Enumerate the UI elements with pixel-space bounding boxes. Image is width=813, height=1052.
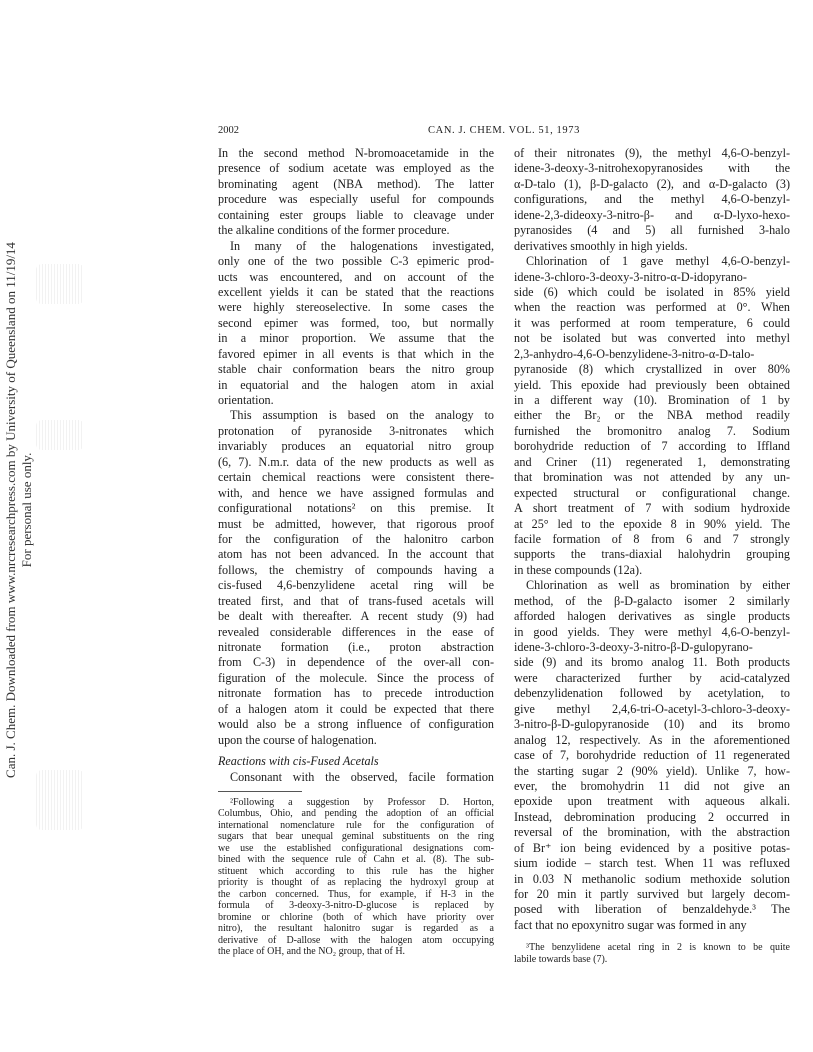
text-line: not be isolated but was converted into methyl bbox=[514, 331, 790, 346]
text-line: yield. This epoxide had previously been obtained bbox=[514, 377, 790, 392]
text-line: Instead, debromination producing 2 occurred in bbox=[514, 809, 790, 824]
scan-smudge bbox=[36, 420, 84, 450]
text-line: certain chemical reactions were consistent there- bbox=[218, 470, 494, 485]
page-number: 2002 bbox=[218, 125, 239, 136]
download-watermark bbox=[0, 180, 32, 840]
text-line: expected structural or configurational change. bbox=[514, 485, 790, 500]
text-line: pyranosides (4 and 5) all furnished 3-halo bbox=[514, 223, 790, 238]
running-head: CAN. J. CHEM. VOL. 51, 1973 bbox=[428, 125, 580, 136]
footnote-line: bined with the sequence rule of Cahn et al. (8). The sub- bbox=[218, 854, 494, 866]
text-line: excellent yields it can be stated that the reactions bbox=[218, 284, 494, 299]
footnote-line: priority is thought of as replacing the hydroxyl group at bbox=[218, 877, 494, 889]
footnote-line: derivative of D-allose with the halogen atom occupying bbox=[218, 934, 494, 946]
text-line: upon the course of halogenation. bbox=[218, 732, 377, 747]
text-line: were highly stereoselective. In some cases the bbox=[218, 300, 494, 315]
text-line: at 25° led to the epoxide 8 in 90% yield. The bbox=[514, 516, 790, 531]
text-line: (6, 7). N.m.r. data of the new products as well as bbox=[218, 454, 494, 469]
left-column bbox=[218, 146, 494, 958]
text-line: in a different way (10). Bromination of 1 by bbox=[514, 393, 790, 407]
text-line: for the configuration of the halonitro carbon bbox=[218, 531, 494, 546]
text-line: borohydride reduction of 7 according to Iffland bbox=[514, 439, 790, 454]
text-line: A short treatment of 7 with sodium hydroxide bbox=[514, 501, 790, 516]
text-line: idene-3-chloro-3-deoxy-3-nitro-α-D-idopyrano- bbox=[514, 269, 747, 284]
text-line: afforded halogen derivatives as single products bbox=[514, 609, 790, 624]
text-line: presence of sodium acetate was employed as the bbox=[218, 161, 494, 176]
text-line: protonation of pyranoside 3-nitronates which bbox=[218, 423, 494, 438]
text-line: would also be a strong influence of configuration bbox=[218, 717, 494, 732]
text-line: the alkaline conditions of the former procedure. bbox=[218, 223, 450, 238]
footnote-line: ²Following a suggestion by Professor D. Horton, bbox=[230, 796, 494, 808]
text-line: 2,3-anhydro-4,6-O-benzylidene-3-nitro-α-D-talo- bbox=[514, 346, 755, 361]
footnote-line: nitro), the resultant halonitro sugar is regarded as a bbox=[218, 923, 494, 935]
footnote-rule bbox=[218, 791, 302, 792]
text-line: ucts was encountered, and on account of the bbox=[218, 269, 494, 284]
text-line: sium iodide – starch test. When 11 was refluxed bbox=[514, 856, 790, 871]
watermark-line-source: Can. J. Chem. Downloaded from www.nrcresearchpress.com by University of Queensland on 11/19/14 bbox=[3, 242, 18, 778]
footnote-line: bromine or chlorine (both of which have priority over bbox=[218, 911, 494, 923]
text-line: it was performed at room temperature, 6 could bbox=[514, 315, 790, 330]
text-line: either the Br₂ or the NBA method readily bbox=[514, 408, 790, 423]
text-line: analog 12, respectively. As in the aforementioned bbox=[514, 732, 790, 747]
text-line: side (6) which could be isolated in 85% yield bbox=[514, 284, 790, 299]
footnote-line: the carbon concerned. Thus, for example, if H-3 in the bbox=[218, 888, 494, 900]
text-line: with, and hence we have assigned formulas and bbox=[218, 485, 494, 500]
text-line: procedure was especially useful for compounds bbox=[218, 192, 494, 207]
text-line: configurational notations² on this premise. It bbox=[218, 501, 494, 516]
text-line: brominating agent (NBA method). The latter bbox=[218, 176, 494, 191]
footnote-3 bbox=[514, 942, 790, 965]
section-heading: Reactions with cis-Fused Acetals bbox=[218, 754, 379, 769]
text-line: α-D-talo (1), β-D-galacto (2), and α-D-galacto (3) bbox=[514, 176, 790, 191]
text-line: for 20 min it partly survived but largely decom- bbox=[514, 887, 790, 901]
text-line: method, of the β-D-galacto isomer 2 similarly bbox=[514, 593, 790, 608]
footnote-line: international nomenclature rule for the configuration of bbox=[218, 819, 494, 831]
text-line: second epimer was formed, too, but normally bbox=[218, 315, 494, 330]
text-line: furnished the bromonitro analog 7. Sodium bbox=[514, 423, 790, 438]
text-line: epoxide upon treatment with aqueous alkali. bbox=[514, 794, 790, 809]
text-line: only one of the two possible C-3 epimeric prod- bbox=[218, 254, 494, 269]
footnote-line: formula of 3-deoxy-3-nitro-D-glucose is replaced by bbox=[218, 900, 494, 912]
text-line: In many of the halogenations investigated, bbox=[230, 238, 494, 253]
text-line: atom has not been advanced. In the account that bbox=[218, 547, 494, 562]
text-line: nitronate formation has to precede introduction bbox=[218, 686, 494, 701]
text-line: In the second method N-bromoacetamide in the bbox=[218, 146, 494, 160]
text-line: when the reaction was performed at 0°. When bbox=[514, 300, 790, 315]
text-line: that bromination was not attended by any un- bbox=[514, 470, 790, 485]
footnote-line: stituent which according to this rule has the higher bbox=[218, 865, 494, 877]
section-first-line: Consonant with the observed, facile formation bbox=[230, 769, 494, 784]
text-line: in equatorial and the halogen atom in axial bbox=[218, 377, 494, 392]
text-line: favored epimer in all events is that which in the bbox=[218, 346, 494, 361]
footnote-line: the place of OH, and the NO₂ group, that of H. bbox=[218, 946, 406, 958]
text-line: debenzylidenation followed by acetylation, to bbox=[514, 686, 790, 701]
text-line: invariably produces an equatorial nitro group bbox=[218, 439, 494, 454]
text-line: were characterized further by acid-catalyzed bbox=[514, 670, 790, 685]
text-line: idene-2,3-dideoxy-3-nitro-β- and α-D-lyxo-hexo- bbox=[514, 207, 790, 222]
footnote-line: we use the established configurational designations com- bbox=[218, 842, 494, 854]
page-header bbox=[218, 124, 790, 138]
text-line: reversal of the bromination, with the abstraction bbox=[514, 825, 790, 840]
text-line: and Criner (11) regenerated 1, demonstrating bbox=[514, 454, 790, 469]
text-line: be dealt with thereafter. A recent study (9) had bbox=[218, 609, 494, 624]
watermark-line-usage: For personal use only. bbox=[19, 452, 34, 568]
text-line: supports the trans-diaxial halohydrin grouping bbox=[514, 547, 790, 562]
text-line: case of 7, borohydride reduction of 11 regenerated bbox=[514, 748, 790, 763]
text-line: stable chair conformation bears the nitro group bbox=[218, 362, 494, 377]
text-line: the starting sugar 2 (90% yield). Unlike 7, how- bbox=[514, 763, 790, 778]
text-line: fact that no epoxynitro sugar was formed in any bbox=[514, 917, 747, 932]
text-line: of Br⁺ ion being evidenced by a positive potas- bbox=[514, 840, 790, 855]
text-line: must be admitted, however, that rigorous proof bbox=[218, 516, 494, 531]
right-body-text bbox=[514, 146, 790, 933]
text-line: Chlorination as well as bromination by either bbox=[526, 578, 790, 593]
text-line: side (9) and its bromo analog 11. Both products bbox=[514, 655, 790, 670]
text-line: figuration of the molecule. Since the process of bbox=[218, 670, 494, 685]
text-line: in a minor proportion. We assume that the bbox=[218, 331, 494, 346]
text-line: derivatives smoothly in high yields. bbox=[514, 238, 688, 253]
scan-smudge bbox=[36, 770, 84, 830]
right-column bbox=[514, 146, 790, 965]
text-line: 3-nitro-β-D-gulopyranoside (10) and its bromo bbox=[514, 717, 790, 732]
text-line: in these compounds (12a). bbox=[514, 562, 643, 577]
text-line: Chlorination of 1 gave methyl 4,6-O-benzyl- bbox=[526, 254, 790, 269]
scan-smudge bbox=[36, 264, 84, 304]
text-line: idene-3-deoxy-3-nitrohexopyranosides with the bbox=[514, 161, 790, 176]
footnote-line: Columbus, Ohio, and pending the adoption of an official bbox=[218, 808, 494, 820]
text-line: nitronate formation (i.e., proton abstraction bbox=[218, 640, 494, 654]
footnote-2 bbox=[218, 797, 494, 958]
text-line: in 0.03 N methanolic sodium methoxide solution bbox=[514, 871, 790, 886]
left-body-text bbox=[218, 146, 494, 748]
text-line: revealed considerable differences in the ease of bbox=[218, 624, 494, 639]
text-line: idene-3-chloro-3-deoxy-3-nitro-β-D-gulopyrano- bbox=[514, 640, 753, 654]
footnote-line: ³The benzylidene acetal ring in 2 is known to be quite bbox=[526, 942, 790, 954]
text-line: from C-3) in dependence of the over-all con- bbox=[218, 655, 494, 670]
text-line: of a halogen atom it could be expected that there bbox=[218, 701, 494, 716]
text-line: give methyl 2,4,6-tri-O-acetyl-3-chloro-3-deoxy- bbox=[514, 701, 790, 716]
text-line: treated first, and that of trans-fused acetals will bbox=[218, 593, 494, 608]
text-line: in good yields. They were methyl 4,6-O-benzyl- bbox=[514, 624, 790, 639]
text-line: configurations, and the methyl 4,6-O-benzyl- bbox=[514, 192, 790, 207]
text-line: pyranoside (8) which crystallized in over 80% bbox=[514, 362, 790, 377]
text-line: cis-fused 4,6-benzylidene acetal ring will be bbox=[218, 578, 494, 593]
text-line: of their nitronates (9), the methyl 4,6-O-benzyl- bbox=[514, 146, 790, 160]
text-line: containing ester groups liable to cleavage under bbox=[218, 207, 494, 222]
footnote-line: sugars that bear unequal geminal substituents on the ring bbox=[218, 831, 494, 843]
text-line: posed with liberation of benzaldehyde.³ The bbox=[514, 902, 790, 917]
text-line: orientation. bbox=[218, 393, 274, 407]
text-line: follows, the chemistry of compounds having a bbox=[218, 562, 494, 577]
text-line: This assumption is based on the analogy to bbox=[230, 408, 494, 423]
text-line: facile formation of 8 from 6 and 7 strongly bbox=[514, 531, 790, 546]
footnote-line: labile towards base (7). bbox=[514, 953, 608, 965]
text-line: ever, the bromohydrin 11 did not give an bbox=[514, 778, 790, 793]
